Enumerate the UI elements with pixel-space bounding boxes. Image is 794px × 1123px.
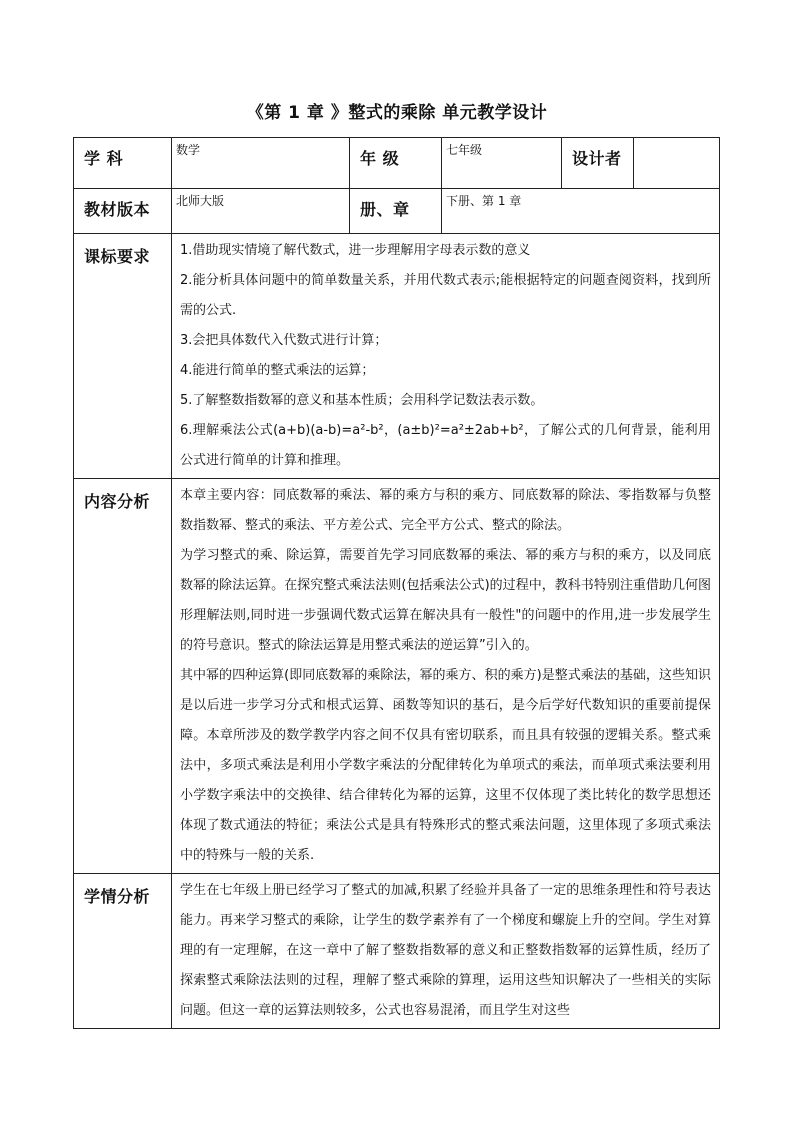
student-analysis-row	[74, 874, 720, 1029]
edition-label: 教材版本	[74, 189, 172, 234]
grade-value: 七年级	[442, 138, 562, 189]
curriculum-line: 4.能进行简单的整式乘法的运算；	[180, 363, 375, 378]
subject-label: 学 科	[74, 138, 172, 189]
content-paragraph: 本章主要内容：同底数幂的乘法、幂的乘方与积的乘方、同底数幂的除法、零指数幂与负整数指数幂、整式的乘法、平方差公式、完全平方公式、整式的除法。	[180, 488, 711, 533]
content-analysis-row	[74, 479, 720, 874]
curriculum-label: 课标要求	[74, 234, 172, 479]
student-analysis-content	[172, 874, 720, 1029]
document-title: 《第 1 章 》整式的乘除 单元教学设计	[246, 103, 548, 123]
volume-value: 下册、第 1 章	[442, 189, 720, 234]
design-table	[73, 137, 720, 1029]
curriculum-line: 3.会把具体数代入代数式进行计算；	[180, 333, 388, 348]
grade-label: 年 级	[350, 138, 442, 189]
content-paragraph: 其中幂的四种运算(即同底数幂的乘除法，幂的乘方、积的乘方)是整式乘法的基础，这些知识是以后进一步学习分式和根式运算、函数等知识的基石，是今后学好代数知识的重要前提保障。本章所涉及的数学教学内容之间不仅具有密切联系，而且具有较强的逻辑关系。整式乘法中，多项式乘法是利用小学数字乘法的分配律转化为单项式的乘法，而单项式乘法要利用小学数字乘法中的交换律、结合律转化为幂的运算，这里不仅体现了类比转化的数学思想还体现了数式通法的特征；乘法公式是具有特殊形式的整式乘法问题，这里体现了多项式乘法中的特殊与一般的关系.	[180, 668, 711, 863]
curriculum-row	[74, 234, 720, 479]
subject-row	[74, 138, 720, 189]
curriculum-line: 6.理解乘法公式(a+b)(a-b)=a²-b²，(a±b)²=a²±2ab+b²，了解公式的几何背景，能利用公式进行简单的计算和推理。	[180, 423, 711, 468]
content-analysis-label: 内容分析	[74, 479, 172, 874]
subject-value: 数学	[172, 138, 350, 189]
volume-label: 册、章	[350, 189, 442, 234]
edition-value: 北师大版	[172, 189, 350, 234]
designer-value	[634, 138, 720, 189]
content-paragraph: 为学习整式的乘、除运算，需要首先学习同底数幂的乘法、幂的乘方与积的乘方，以及同底数幂的除法运算。在探究整式乘法法则(包括乘法公式)的过程中，教科书特别注重借助几何图形理解法则,同时进一步强调代数式运算在解决具有一般性"的问题中的作用,进一步发展学生的符号意识。整式的除法运算是用整式乘法的逆运算”引入的。	[180, 548, 711, 653]
student-paragraph: 学生在七年级上册已经学习了整式的加减,积累了经验并具备了一定的思维条理性和符号表达能力。再来学习整式的乘除，让学生的数学素养有了一个梯度和螺旋上升的空间。学生对算理的有一定理解，在这一章中了解了整数指数幂的意义和正整数指数幂的运算性质，经历了探索整式乘除法法则的过程，理解了整式乘除的算理，运用这些知识解决了一些相关的实际问题。但这一章的运算法则较多，公式也容易混淆，而且学生对这些	[180, 883, 711, 1018]
content-analysis-content	[172, 479, 720, 874]
curriculum-line: 5.了解整数指数幂的意义和基本性质；会用科学记数法表示数。	[180, 393, 544, 408]
curriculum-line: 1.借助现实情境了解代数式，进一步理解用字母表示数的意义	[180, 243, 531, 258]
edition-row	[74, 189, 720, 234]
student-analysis-label: 学情分析	[74, 874, 172, 1029]
designer-label: 设计者	[562, 138, 634, 189]
curriculum-content	[172, 234, 720, 479]
curriculum-line: 2.能分析具体问题中的简单数量关系，并用代数式表示;能根据特定的问题查阅资料，找到所需的公式.	[180, 273, 711, 318]
